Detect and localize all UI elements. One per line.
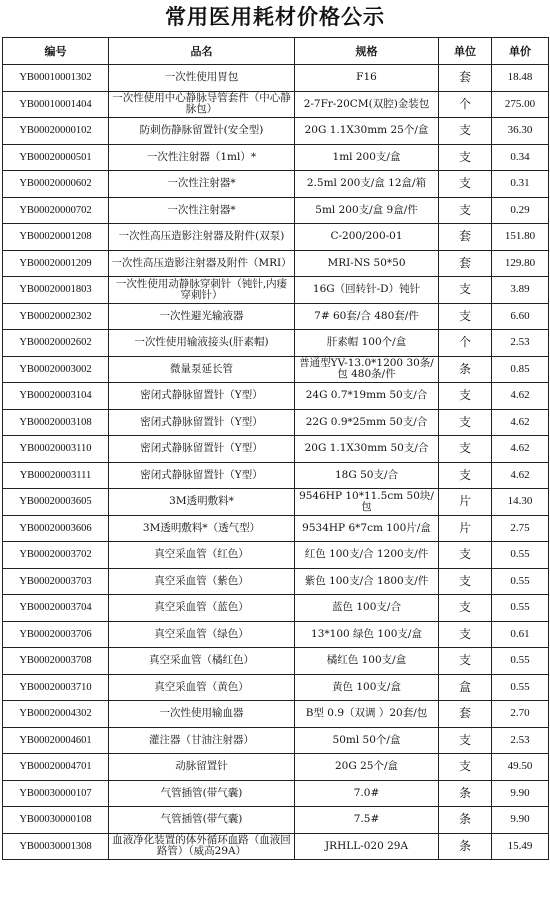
cell-price: 15.49 (492, 833, 549, 860)
cell-price: 0.55 (492, 648, 549, 675)
table-row (3, 621, 549, 648)
cell-spec: 22G 0.9*25mm 50支/合 (295, 409, 439, 436)
cell-unit: 支 (439, 436, 492, 463)
cell-code: YB00020003110 (3, 436, 109, 463)
table-row (3, 303, 549, 330)
table-row (3, 383, 549, 410)
table-row (3, 250, 549, 277)
cell-price: 0.61 (492, 621, 549, 648)
table-row (3, 409, 549, 436)
cell-price: 2.53 (492, 330, 549, 357)
table-row (3, 118, 549, 145)
cell-code: YB00020004601 (3, 727, 109, 754)
cell-code: YB00020004302 (3, 701, 109, 728)
cell-name: 灌注器（甘油注射器） (109, 727, 295, 754)
cell-unit: 支 (439, 277, 492, 304)
cell-spec: 蓝色 100支/合 (295, 595, 439, 622)
cell-price: 0.34 (492, 144, 549, 171)
cell-name: 真空采血管（紫色） (109, 568, 295, 595)
cell-name: 血液净化装置的体外循环血路（血液回路管）（威高29A） (109, 833, 295, 860)
cell-name: 防刺伤静脉留置针(安全型) (109, 118, 295, 145)
cell-spec: 9546HP 10*11.5cm 50块/包 (295, 489, 439, 516)
cell-name: 一次性注射器* (109, 197, 295, 224)
cell-unit: 套 (439, 250, 492, 277)
cell-spec: 20G 1.1X30mm 50支/合 (295, 436, 439, 463)
cell-price: 36.30 (492, 118, 549, 145)
table-row (3, 754, 549, 781)
header-price: 单价 (492, 38, 549, 65)
cell-unit: 支 (439, 648, 492, 675)
cell-code: YB00020002302 (3, 303, 109, 330)
cell-unit: 支 (439, 754, 492, 781)
cell-name: 一次性高压造影注射器及附件（MRI） (109, 250, 295, 277)
cell-unit: 片 (439, 515, 492, 542)
cell-price: 4.62 (492, 409, 549, 436)
table-row (3, 807, 549, 834)
cell-code: YB00020001208 (3, 224, 109, 251)
cell-name: 密闭式静脉留置针（Y型） (109, 383, 295, 410)
cell-spec: 24G 0.7*19mm 50支/合 (295, 383, 439, 410)
table-row (3, 330, 549, 357)
cell-spec: 1ml 200支/盒 (295, 144, 439, 171)
cell-price: 18.48 (492, 65, 549, 92)
cell-unit: 支 (439, 568, 492, 595)
cell-name: 3M透明敷料*（透气型） (109, 515, 295, 542)
cell-price: 4.62 (492, 436, 549, 463)
cell-name: 一次性高压造影注射器及附件(双泵) (109, 224, 295, 251)
cell-price: 9.90 (492, 780, 549, 807)
cell-spec: 7.5# (295, 807, 439, 834)
cell-spec: 18G 50支/合 (295, 462, 439, 489)
cell-price: 49.50 (492, 754, 549, 781)
cell-name: 密闭式静脉留置针（Y型） (109, 409, 295, 436)
cell-unit: 支 (439, 383, 492, 410)
cell-unit: 套 (439, 701, 492, 728)
cell-unit: 套 (439, 224, 492, 251)
table-row (3, 648, 549, 675)
table-row (3, 91, 549, 118)
cell-price: 14.30 (492, 489, 549, 516)
cell-code: YB00010001302 (3, 65, 109, 92)
cell-name: 密闭式静脉留置针（Y型） (109, 462, 295, 489)
cell-price: 0.55 (492, 595, 549, 622)
cell-code: YB00020003108 (3, 409, 109, 436)
cell-unit: 支 (439, 118, 492, 145)
header-unit: 单位 (439, 38, 492, 65)
page-title: 常用医用耗材价格公示 (165, 5, 385, 29)
cell-code: YB00010001404 (3, 91, 109, 118)
cell-unit: 支 (439, 303, 492, 330)
cell-name: 一次性使用动静脉穿刺针（钝针,内瘘穿刺针） (109, 277, 295, 304)
table-row (3, 171, 549, 198)
table-body (3, 65, 549, 860)
cell-price: 0.55 (492, 542, 549, 569)
cell-code: YB00020003104 (3, 383, 109, 410)
cell-price: 4.62 (492, 462, 549, 489)
cell-price: 275.00 (492, 91, 549, 118)
cell-price: 0.29 (492, 197, 549, 224)
cell-code: YB00020003706 (3, 621, 109, 648)
cell-code: YB00020001209 (3, 250, 109, 277)
cell-spec: 20G 25个/盒 (295, 754, 439, 781)
table-row (3, 542, 549, 569)
cell-code: YB00020003704 (3, 595, 109, 622)
cell-price: 2.75 (492, 515, 549, 542)
cell-code: YB00020003605 (3, 489, 109, 516)
table-row (3, 224, 549, 251)
table-row (3, 568, 549, 595)
cell-spec: 普通型YV-13.0*1200 30条/包 480条/件 (295, 356, 439, 383)
cell-spec: 7.0# (295, 780, 439, 807)
cell-unit: 支 (439, 542, 492, 569)
cell-unit: 支 (439, 171, 492, 198)
cell-price: 3.89 (492, 277, 549, 304)
cell-price: 0.31 (492, 171, 549, 198)
cell-price: 2.53 (492, 727, 549, 754)
table-row (3, 701, 549, 728)
cell-spec: 紫色 100支/合 1800支/件 (295, 568, 439, 595)
price-table (2, 37, 549, 860)
cell-spec: F16 (295, 65, 439, 92)
cell-name: 一次性避光输液器 (109, 303, 295, 330)
cell-name: 动脉留置针 (109, 754, 295, 781)
cell-unit: 个 (439, 330, 492, 357)
cell-price: 0.55 (492, 568, 549, 595)
cell-spec: 20G 1.1X30mm 25个/盒 (295, 118, 439, 145)
cell-spec: JRHLL-020 29A (295, 833, 439, 860)
table-row (3, 727, 549, 754)
cell-spec: 红色 100支/合 1200支/件 (295, 542, 439, 569)
cell-price: 9.90 (492, 807, 549, 834)
cell-name: 密闭式静脉留置针（Y型） (109, 436, 295, 463)
cell-name: 一次性使用中心静脉导管套件（中心静脉包） (109, 91, 295, 118)
cell-spec: 2-7Fr-20CM(双腔)金装包 (295, 91, 439, 118)
cell-code: YB00020001803 (3, 277, 109, 304)
cell-spec: C-200/200-01 (295, 224, 439, 251)
cell-name: 真空采血管（橘红色） (109, 648, 295, 675)
cell-code: YB00020003703 (3, 568, 109, 595)
cell-unit: 支 (439, 409, 492, 436)
cell-price: 0.55 (492, 674, 549, 701)
cell-unit: 条 (439, 807, 492, 834)
cell-code: YB00020000501 (3, 144, 109, 171)
table-row (3, 674, 549, 701)
cell-spec: 9534HP 6*7cm 100片/盒 (295, 515, 439, 542)
cell-unit: 条 (439, 356, 492, 383)
header-name: 品名 (109, 38, 295, 65)
cell-name: 真空采血管（黄色） (109, 674, 295, 701)
cell-spec: 7# 60套/合 480套/件 (295, 303, 439, 330)
cell-code: YB00020003111 (3, 462, 109, 489)
cell-unit: 支 (439, 727, 492, 754)
cell-spec: 肝素帽 100个/盒 (295, 330, 439, 357)
cell-spec: 黄色 100支/盒 (295, 674, 439, 701)
cell-spec: B型 0.9（双调 ）20套/包 (295, 701, 439, 728)
table-row (3, 144, 549, 171)
cell-unit: 条 (439, 780, 492, 807)
table-row (3, 489, 549, 516)
table-header-row (3, 38, 549, 65)
cell-spec: 16G（回转针-D）钝针 (295, 277, 439, 304)
table-row (3, 436, 549, 463)
cell-unit: 支 (439, 462, 492, 489)
cell-unit: 支 (439, 197, 492, 224)
cell-unit: 支 (439, 144, 492, 171)
cell-name: 真空采血管（红色） (109, 542, 295, 569)
cell-unit: 套 (439, 65, 492, 92)
cell-name: 一次性注射器（1ml）* (109, 144, 295, 171)
table-row (3, 277, 549, 304)
table-row (3, 515, 549, 542)
cell-name: 真空采血管（绿色） (109, 621, 295, 648)
cell-code: YB00020003002 (3, 356, 109, 383)
table-row (3, 356, 549, 383)
cell-code: YB00020002602 (3, 330, 109, 357)
cell-name: 3M透明敷料* (109, 489, 295, 516)
cell-spec: MRI-NS 50*50 (295, 250, 439, 277)
cell-unit: 支 (439, 621, 492, 648)
cell-name: 一次性使用输血器 (109, 701, 295, 728)
cell-code: YB00020000602 (3, 171, 109, 198)
cell-price: 0.85 (492, 356, 549, 383)
cell-code: YB00030001308 (3, 833, 109, 860)
cell-price: 4.62 (492, 383, 549, 410)
cell-unit: 个 (439, 91, 492, 118)
cell-code: YB00030000107 (3, 780, 109, 807)
cell-code: YB00020003710 (3, 674, 109, 701)
cell-unit: 片 (439, 489, 492, 516)
cell-code: YB00020000702 (3, 197, 109, 224)
table-row (3, 65, 549, 92)
cell-spec: 5ml 200支/盒 9盒/件 (295, 197, 439, 224)
header-code: 编号 (3, 38, 109, 65)
cell-code: YB00030000108 (3, 807, 109, 834)
cell-unit: 盒 (439, 674, 492, 701)
cell-code: YB00020004701 (3, 754, 109, 781)
cell-code: YB00020003708 (3, 648, 109, 675)
cell-code: YB00020003606 (3, 515, 109, 542)
cell-unit: 条 (439, 833, 492, 860)
table-row (3, 833, 549, 860)
table-row (3, 197, 549, 224)
cell-price: 129.80 (492, 250, 549, 277)
table-row (3, 462, 549, 489)
cell-name: 真空采血管（蓝色） (109, 595, 295, 622)
header-spec: 规格 (295, 38, 439, 65)
cell-spec: 橘红色 100支/盒 (295, 648, 439, 675)
cell-spec: 2.5ml 200支/盒 12盒/箱 (295, 171, 439, 198)
table-row (3, 595, 549, 622)
cell-name: 一次性注射器* (109, 171, 295, 198)
cell-name: 气管插管(带气囊) (109, 780, 295, 807)
cell-name: 一次性使用输液接头(肝素帽) (109, 330, 295, 357)
cell-spec: 50ml 50个/盒 (295, 727, 439, 754)
cell-name: 微量泵延长管 (109, 356, 295, 383)
cell-name: 一次性使用胃包 (109, 65, 295, 92)
cell-price: 2.70 (492, 701, 549, 728)
cell-code: YB00020003702 (3, 542, 109, 569)
cell-unit: 支 (439, 595, 492, 622)
table-row (3, 780, 549, 807)
cell-price: 151.80 (492, 224, 549, 251)
cell-code: YB00020000102 (3, 118, 109, 145)
cell-name: 气管插管(带气囊) (109, 807, 295, 834)
cell-price: 6.60 (492, 303, 549, 330)
cell-spec: 13*100 绿色 100支/盒 (295, 621, 439, 648)
